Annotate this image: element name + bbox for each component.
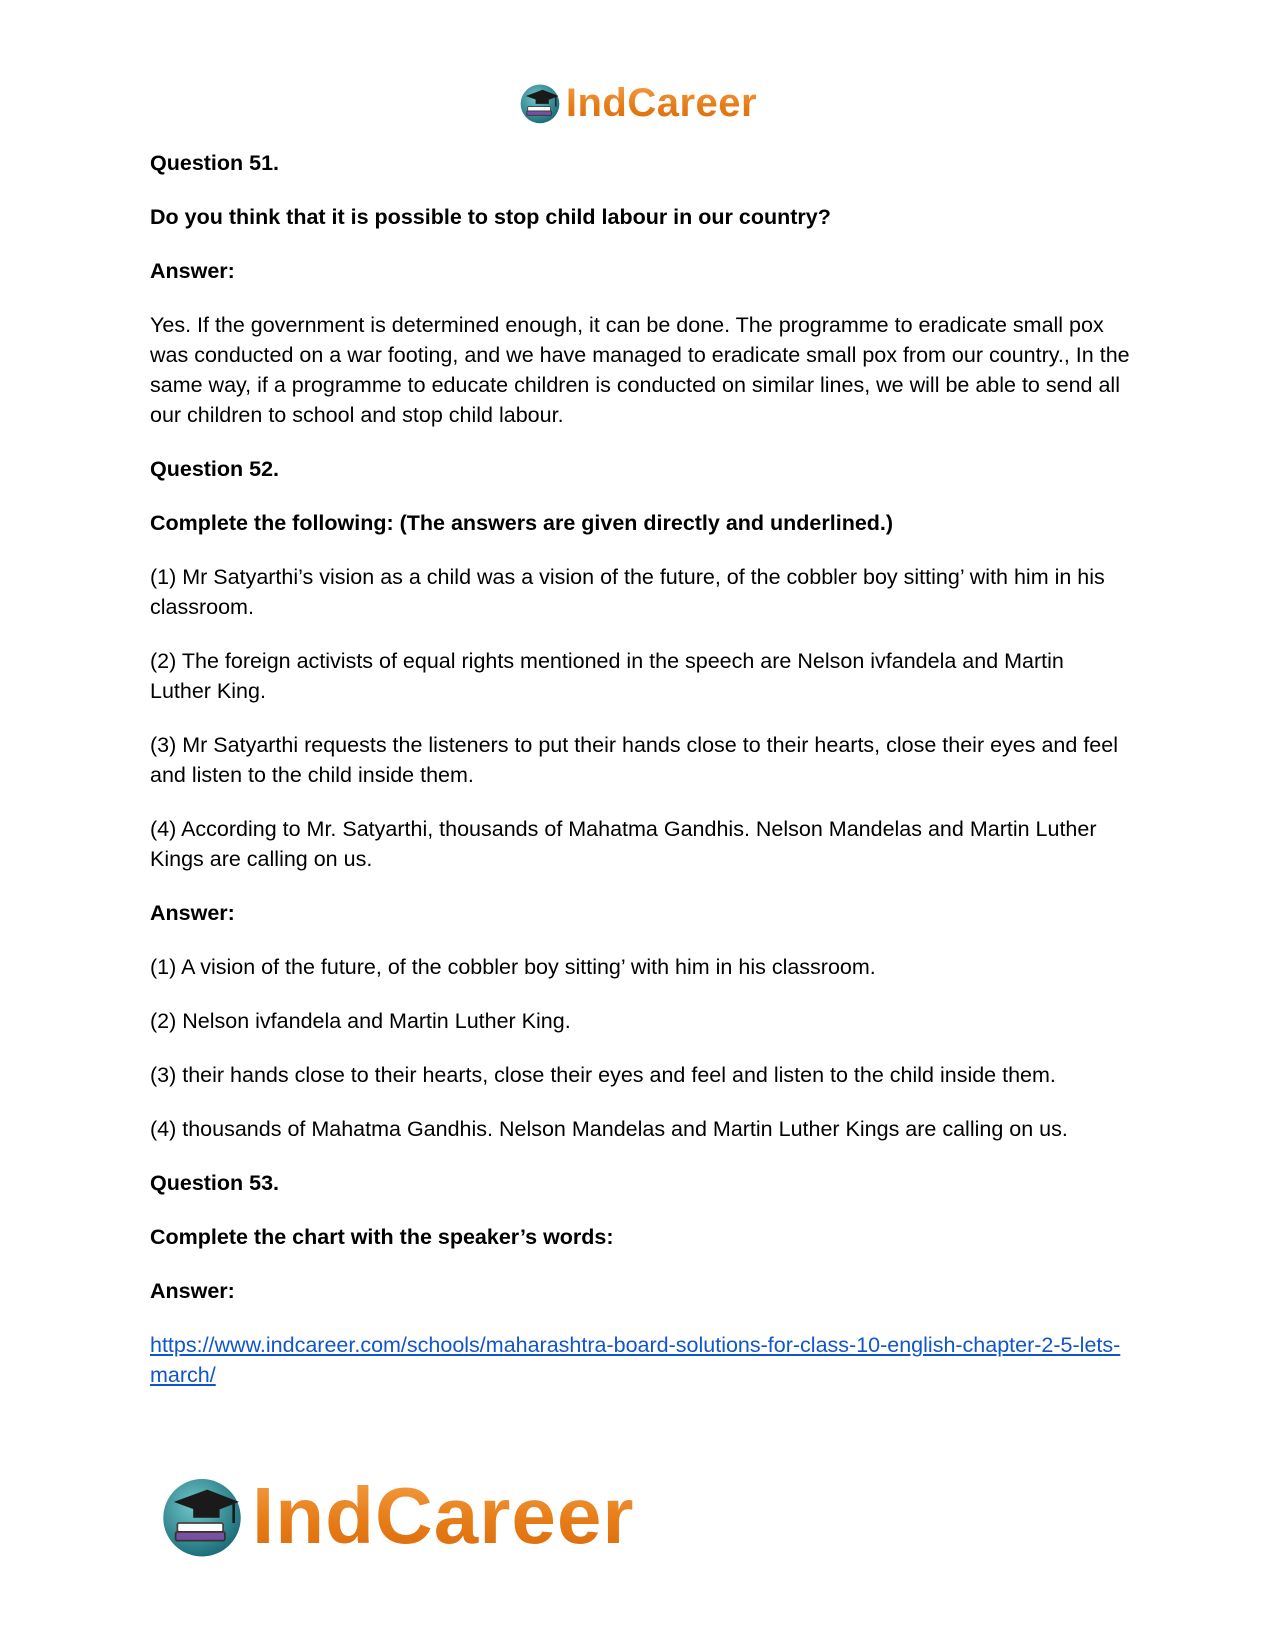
paragraph-text: Yes. If the government is determined enough, it can be done. The programme to eradicate small pox was conducted on a war footing, and we have managed to eradicate small pox from our country., In the same way, if a programme to educate children is conducted on similar lines, we will be able to send all our children to school and stop child labour. bbox=[150, 313, 1130, 427]
heading-text: Question 52. bbox=[150, 457, 280, 481]
link-paragraph bbox=[150, 1330, 1130, 1390]
heading-text: Answer: bbox=[150, 1279, 235, 1303]
heading-text: Question 53. bbox=[150, 1171, 280, 1195]
document-body bbox=[150, 148, 1130, 1390]
footer-logo bbox=[158, 1468, 634, 1564]
paragraph-text: (4) According to Mr. Satyarthi, thousands of Mahatma Gandhis. Nelson Mandelas and Martin Luther Kings are calling on us. bbox=[150, 817, 1097, 871]
graduation-cap-books-icon bbox=[518, 81, 562, 125]
heading-text: Do you think that it is possible to stop child labour in our country? bbox=[150, 205, 831, 229]
heading-text: Answer: bbox=[150, 901, 235, 925]
paragraph-text: (1) A vision of the future, of the cobbler boy sitting’ with him in his classroom. bbox=[150, 955, 876, 979]
source-link[interactable]: https://www.indcareer.com/schools/maharashtra-board-solutions-for-class-10-english-chapter-2-5-lets-march/ bbox=[150, 1333, 1121, 1387]
paragraph-text: (2) The foreign activists of equal rights mentioned in the speech are Nelson ivfandela and Martin Luther King. bbox=[150, 649, 1064, 703]
heading-text: Question 51. bbox=[150, 151, 280, 175]
paragraph-text: (1) Mr Satyarthi’s vision as a child was a vision of the future, of the cobbler boy sitting’ with him in his classroom. bbox=[150, 565, 1105, 619]
brand-name: IndCareer bbox=[252, 1471, 635, 1560]
paragraph-text: (4) thousands of Mahatma Gandhis. Nelson Mandelas and Martin Luther Kings are calling on us. bbox=[150, 1117, 1068, 1141]
paragraph-text: (2) Nelson ivfandela and Martin Luther King. bbox=[150, 1009, 571, 1033]
brand-name: IndCareer bbox=[565, 80, 758, 125]
paragraph-text: (3) Mr Satyarthi requests the listeners to put their hands close to their hearts, close their eyes and feel and listen to the child inside them. bbox=[150, 733, 1118, 787]
heading-text: Complete the chart with the speaker’s words: bbox=[150, 1225, 614, 1249]
paragraph-text: (3) their hands close to their hearts, close their eyes and feel and listen to the child inside them. bbox=[150, 1063, 1056, 1087]
heading-text: Complete the following: (The answers are given directly and underlined.) bbox=[150, 511, 894, 535]
header-logo bbox=[0, 78, 1275, 128]
graduation-cap-books-icon bbox=[158, 1472, 246, 1560]
heading-text: Answer: bbox=[150, 259, 235, 283]
